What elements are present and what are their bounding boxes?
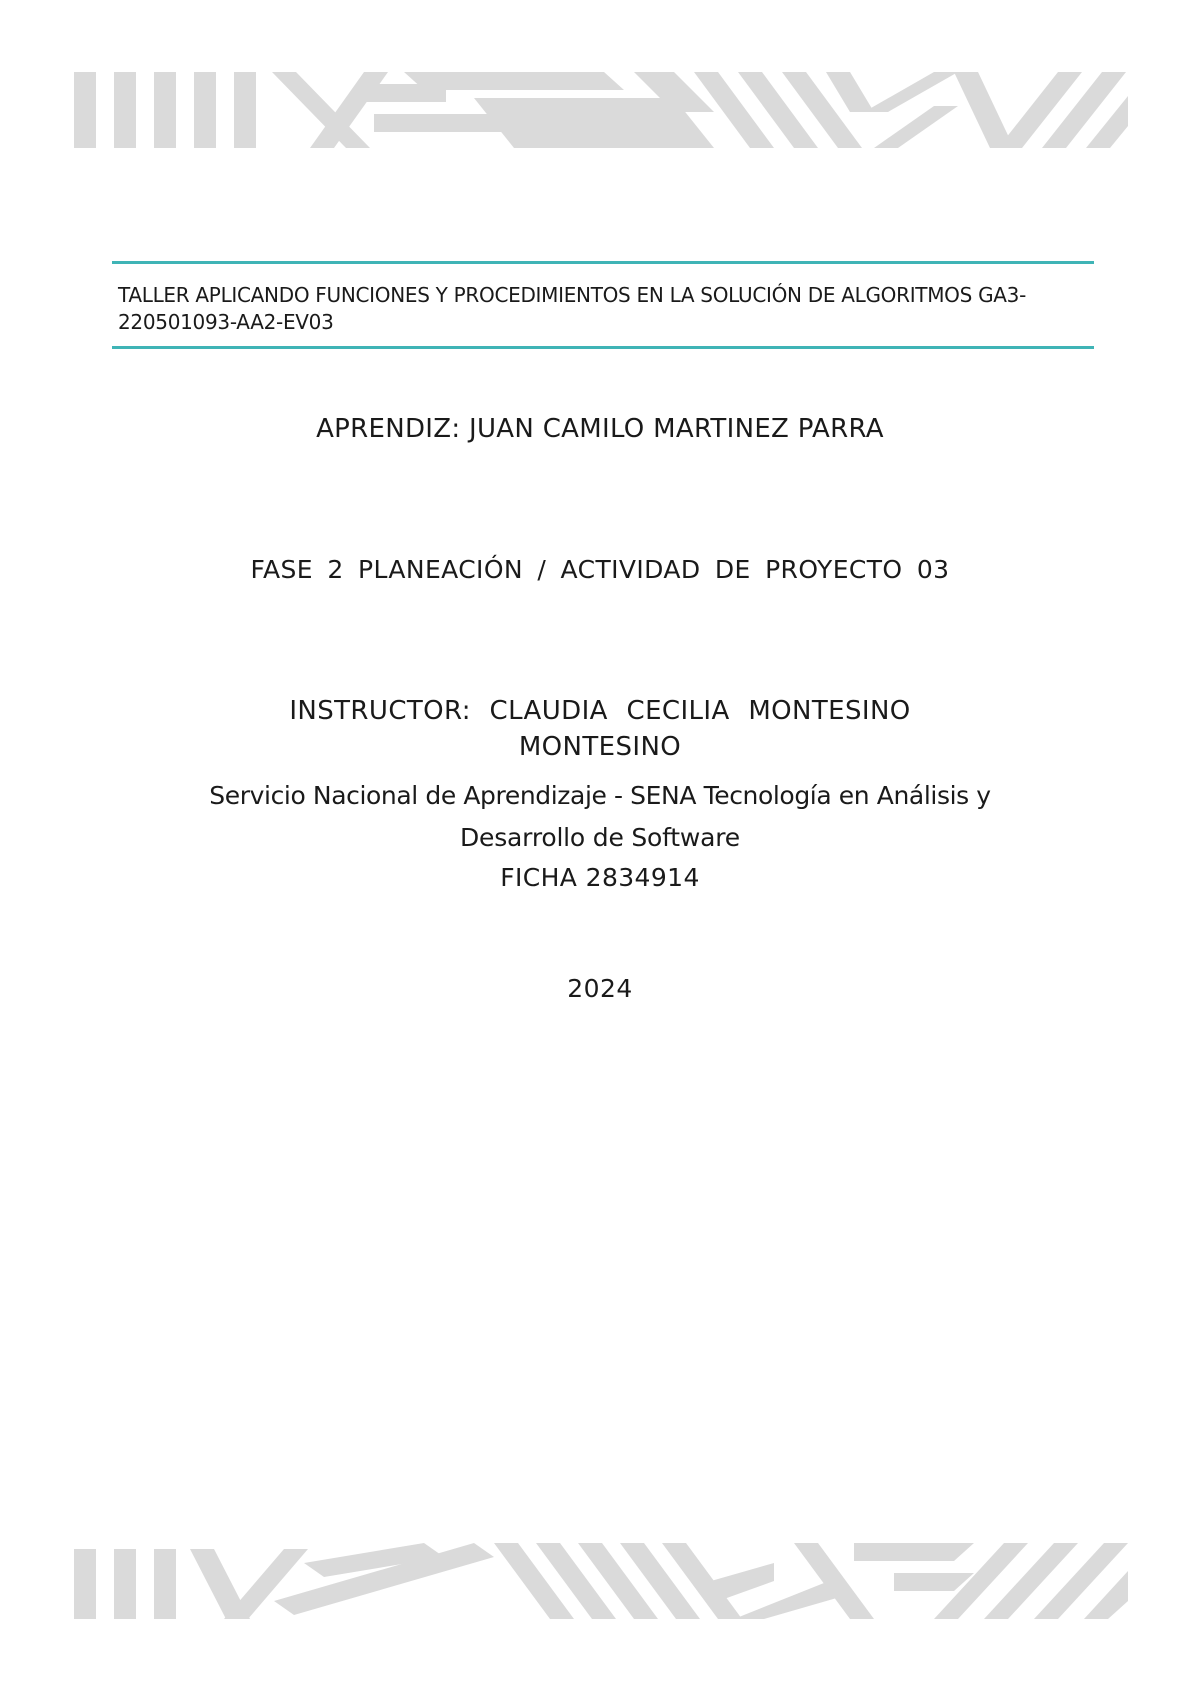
institution-line-2: Desarrollo de Software: [460, 823, 740, 852]
apprentice-name: APRENDIZ: JUAN CAMILO MARTINEZ PARRA: [316, 414, 884, 444]
bottom-stripe-pattern: [74, 1543, 1128, 1619]
document-year: 2024: [567, 974, 633, 1003]
bottom-decorative-stripe-band: [74, 1543, 1128, 1619]
top-stripe-pattern: [74, 72, 1128, 148]
title-box: [112, 261, 1094, 349]
ficha-number: FICHA 2834914: [500, 863, 700, 892]
document-title: TALLER APLICANDO FUNCIONES Y PROCEDIMIENTOS EN LA SOLUCIÓN DE ALGORITMOS GA3-220501093-AA2-EV03: [118, 283, 1026, 334]
instructor-line-2: MONTESINO: [518, 732, 682, 762]
instructor-line-1: INSTRUCTOR: CLAUDIA CECILIA MONTESINO: [289, 696, 911, 726]
institution-line-1: Servicio Nacional de Aprendizaje - SENA Tecnología en Análisis y: [209, 781, 991, 810]
top-decorative-stripe-band: [74, 72, 1128, 148]
project-phase: FASE 2 PLANEACIÓN / ACTIVIDAD DE PROYECTO 03: [250, 555, 950, 584]
